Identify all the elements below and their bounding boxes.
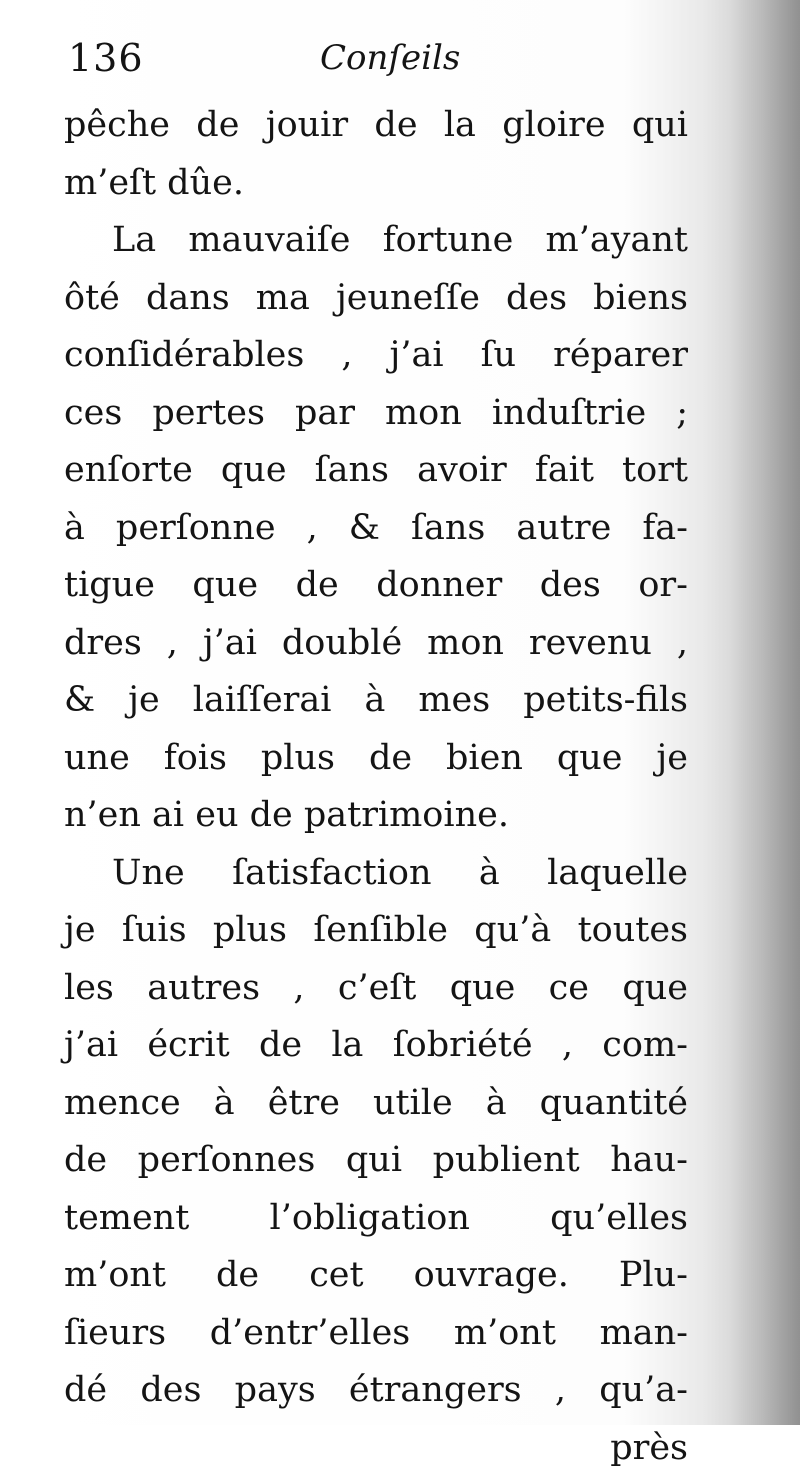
text-line: dres , j’ai doublé mon revenu , xyxy=(64,615,688,673)
page-gutter-shadow xyxy=(730,0,800,1425)
text-line: enſorte que ſans avoir fait tort xyxy=(64,442,688,500)
body-text xyxy=(64,97,688,1477)
text-line: La mauvaiſe fortune m’ayant xyxy=(64,212,688,270)
text-line: ôté dans ma jeuneſſe des biens xyxy=(64,270,688,328)
text-line: tigue que de donner des or- xyxy=(64,557,688,615)
text-line: une fois plus de bien que je xyxy=(64,730,688,788)
text-line: les autres , c’eſt que ce que xyxy=(64,960,688,1018)
text-line: mence à être utile à quantité xyxy=(64,1075,688,1133)
text-line: à perſonne , & ſans autre fa- xyxy=(64,500,688,558)
text-line: & je laiſſerai à mes petits-fils xyxy=(64,672,688,730)
text-line: n’en ai eu de patrimoine. xyxy=(64,787,688,845)
text-line: de perſonnes qui publient hau- xyxy=(64,1132,688,1190)
page-number: 136 xyxy=(68,34,144,82)
text-line: j’ai écrit de la ſobriété , com- xyxy=(64,1017,688,1075)
text-line: ces pertes par mon induſtrie ; xyxy=(64,385,688,443)
text-line: tement l’obligation qu’elles xyxy=(64,1190,688,1248)
text-line: ſieurs d’entr’elles m’ont man- xyxy=(64,1305,688,1363)
running-head: Conſeils xyxy=(320,34,460,82)
text-line: conſidérables , j’ai ſu réparer xyxy=(64,327,688,385)
text-line: dé des pays étrangers , qu’a- xyxy=(64,1362,688,1420)
text-line: Une ſatisfaction à laquelle xyxy=(64,845,688,903)
text-line: m’eſt dûe. xyxy=(64,155,688,213)
text-line: pêche de jouir de la gloire qui xyxy=(64,97,688,155)
catchword: près xyxy=(64,1420,688,1477)
text-line: je ſuis plus ſenſible qu’à toutes xyxy=(64,902,688,960)
text-line: m’ont de cet ouvrage. Plu- xyxy=(64,1247,688,1305)
page-header xyxy=(68,30,688,86)
